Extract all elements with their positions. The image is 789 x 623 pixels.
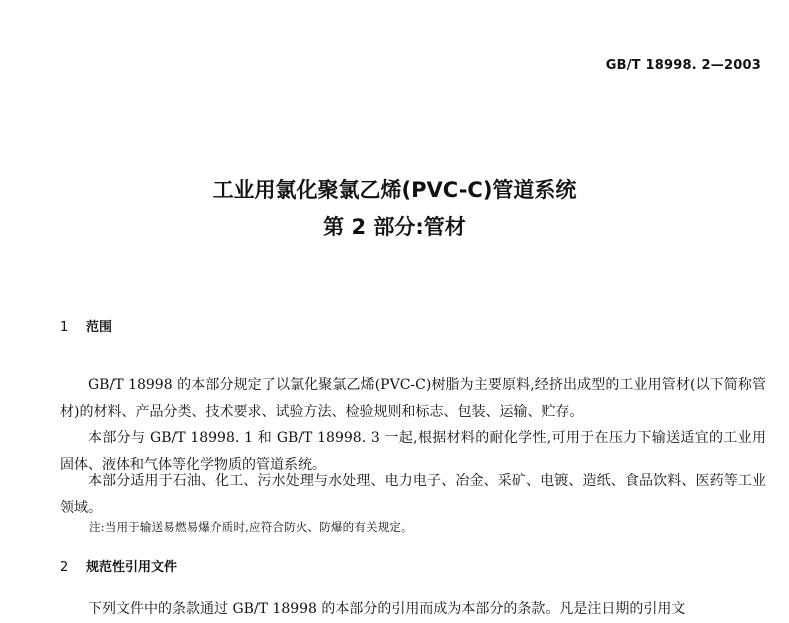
scope-note: 注:当用于输送易燃易爆介质时,应符合防火、防爆的有关规定。 [89,520,413,534]
scope-paragraph-3: 本部分适用于石油、化工、污水处理与水处理、电力电子、冶金、采矿、电镀、造纸、食品饮料、医药等工业领域。 [60,473,766,516]
document-title: 工业用氯化聚氯乙烯(PVC-C)管道系统 [212,178,577,202]
scope-paragraph-1: GB/T 18998 的本部分规定了以氯化聚氯乙烯(PVC-C)树脂为主要原料,经挤出成型的工业用管材(以下简称管材)的材料、产品分类、技术要求、试验方法、检验规则和标志、包装、运输、贮存。 [60,377,766,420]
section-heading-normative-references [60,556,177,575]
section-number: 1 [60,320,69,335]
references-paragraph-1: 下列文件中的条款通过 GB/T 18998 的本部分的引用而成为本部分的条款。凡是注日期的引用文 [88,601,686,617]
section-heading-scope [60,316,112,335]
standard-number: GB/T 18998. 2—2003 [605,58,761,73]
document-subtitle: 第 2 部分:管材 [323,215,466,239]
scope-paragraph-2: 本部分与 GB/T 18998. 1 和 GB/T 18998. 3 一起,根据材料的耐化学性,可用于在压力下输送适宜的工业用固体、液体和气体等化学物质的管道系统。 [60,430,766,473]
section-number: 2 [60,560,69,575]
section-title: 规范性引用文件 [86,560,178,575]
section-title: 范围 [86,320,113,335]
